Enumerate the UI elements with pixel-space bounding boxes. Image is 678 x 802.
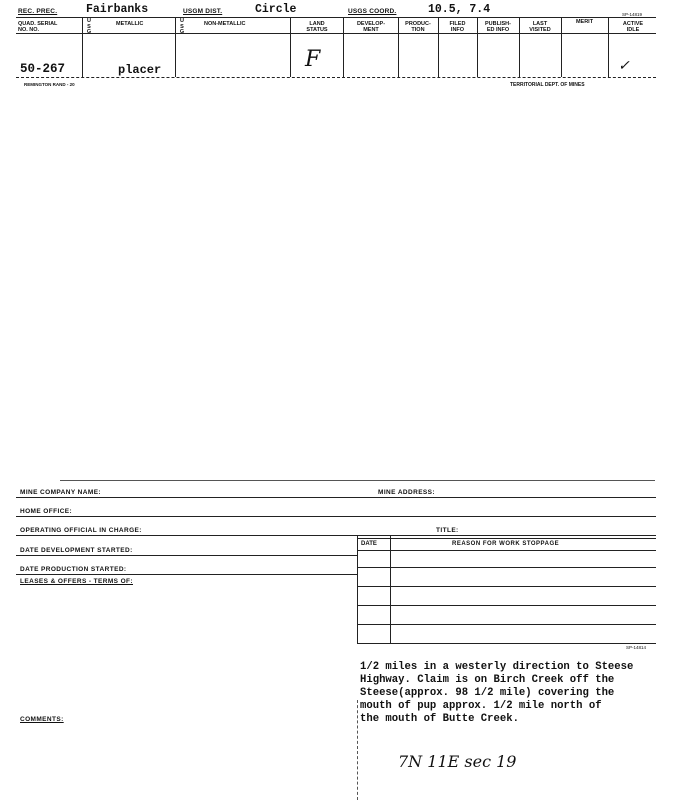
header-line: PRODUC-: [405, 21, 431, 27]
active-mark: ✓: [618, 58, 630, 74]
date-prod-started-label: DATE PRODUCTION STARTED:: [20, 566, 127, 573]
metallic-value: placer: [118, 63, 162, 77]
published-info-header: [478, 21, 518, 33]
header-line: INFO: [450, 27, 465, 33]
rule: [16, 17, 656, 18]
form-number-bottom: SP-14814: [626, 645, 647, 650]
reason-header: REASON FOR WORK STOPPAGE: [452, 541, 560, 547]
header-line: MENT: [363, 27, 379, 33]
rule: [16, 574, 357, 575]
header-line: STATUS: [306, 27, 328, 33]
table-divider: [357, 535, 358, 643]
note-line: the mouth of Butte Creek.: [360, 713, 519, 725]
mine-address-label: MINE ADDRESS:: [378, 489, 435, 496]
land-status-mark: F: [305, 47, 321, 72]
header-line: VISITED: [529, 27, 551, 33]
filed-info-header: [439, 21, 476, 33]
merit-header: MERIT: [575, 19, 594, 25]
usgs-coord-label: USGS COORD.: [348, 8, 397, 15]
mine-company-name-label: MINE COMPANY NAME:: [20, 489, 101, 496]
comments-divider: [357, 700, 358, 800]
production-header: [399, 21, 437, 33]
rule: [16, 535, 656, 536]
rule: [357, 567, 656, 568]
rec-prec-label: REC. PREC.: [18, 8, 58, 15]
home-office-label: HOME OFFICE:: [20, 508, 73, 515]
quad-serial-header: [18, 21, 57, 33]
rule: [16, 516, 656, 517]
non-metallic-header: NON-METALLIC: [204, 21, 246, 27]
rule: [16, 497, 656, 498]
operating-official-label: OPERATING OFFICIAL IN CHARGE:: [20, 527, 142, 534]
rule: [357, 643, 656, 644]
header-line: DEVELOP-: [356, 21, 386, 27]
note-line: 1/2 miles in a westerly direction to Steese: [360, 661, 634, 673]
header-line: LAST: [532, 21, 548, 27]
header-line: NO. NO.: [18, 27, 40, 33]
column-divider: [175, 17, 176, 77]
leases-label: LEASES & OFFERS - TERMS OF:: [20, 578, 133, 585]
rec-prec-value: Fairbanks: [86, 3, 149, 16]
date-dev-started-label: DATE DEVELOPMENT STARTED:: [20, 547, 133, 554]
usgm-dist-value: Circle: [255, 3, 297, 16]
usg-non-header: U S G: [179, 18, 185, 35]
header-line: ED INFO: [486, 27, 510, 33]
rule: [357, 550, 656, 551]
land-status-header: [292, 21, 342, 33]
header-line: IDLE: [626, 27, 640, 33]
rule: [357, 605, 656, 606]
rule: [16, 33, 656, 34]
rule: [357, 538, 656, 539]
development-header: [345, 21, 397, 33]
column-divider: [561, 17, 562, 77]
form-number: SP-14819: [622, 12, 643, 17]
header-line: ACTIVE: [622, 21, 644, 27]
usgm-dist-label: USGM DIST.: [183, 8, 223, 15]
footer-right: TERRITORIAL DEPT. OF MINES: [510, 82, 585, 88]
header-line: PUBLISH-: [485, 21, 511, 27]
header-line: TION: [411, 27, 425, 33]
rule: [16, 77, 656, 78]
last-visited-header: [520, 21, 560, 33]
usgs-coord-value: 10.5, 7.4: [428, 3, 491, 16]
comments-label: COMMENTS:: [20, 716, 64, 723]
handwritten-location: 7N 11E sec 19: [398, 752, 517, 771]
active-idle-header: [610, 21, 656, 33]
note-line: Steese(approx. 98 1/2 mile) covering the: [360, 687, 615, 699]
date-header: DATE: [361, 541, 377, 547]
footer-left: REMINGTON RAND - 20: [24, 82, 75, 87]
usg-metallic-header: U S G: [86, 18, 92, 35]
card-top-edge: [60, 480, 655, 481]
column-divider: [343, 17, 344, 77]
rule: [357, 624, 656, 625]
header-line: FILED: [449, 21, 466, 27]
rule: [357, 586, 656, 587]
header-line: QUAD. SERIAL: [18, 21, 58, 27]
header-line: LAND: [309, 21, 325, 27]
column-divider: [82, 17, 83, 77]
note-line: Highway. Claim is on Birch Creek off the: [360, 674, 615, 686]
column-divider: [608, 17, 609, 77]
table-divider: [390, 535, 391, 643]
metallic-header: METALLIC: [116, 21, 144, 27]
rule: [16, 555, 357, 556]
note-line: mouth of pup approx. 1/2 mile north of: [360, 700, 602, 712]
column-divider: [290, 17, 291, 77]
title-label: TITLE:: [436, 527, 459, 534]
serial-value: 50-267: [20, 62, 66, 76]
